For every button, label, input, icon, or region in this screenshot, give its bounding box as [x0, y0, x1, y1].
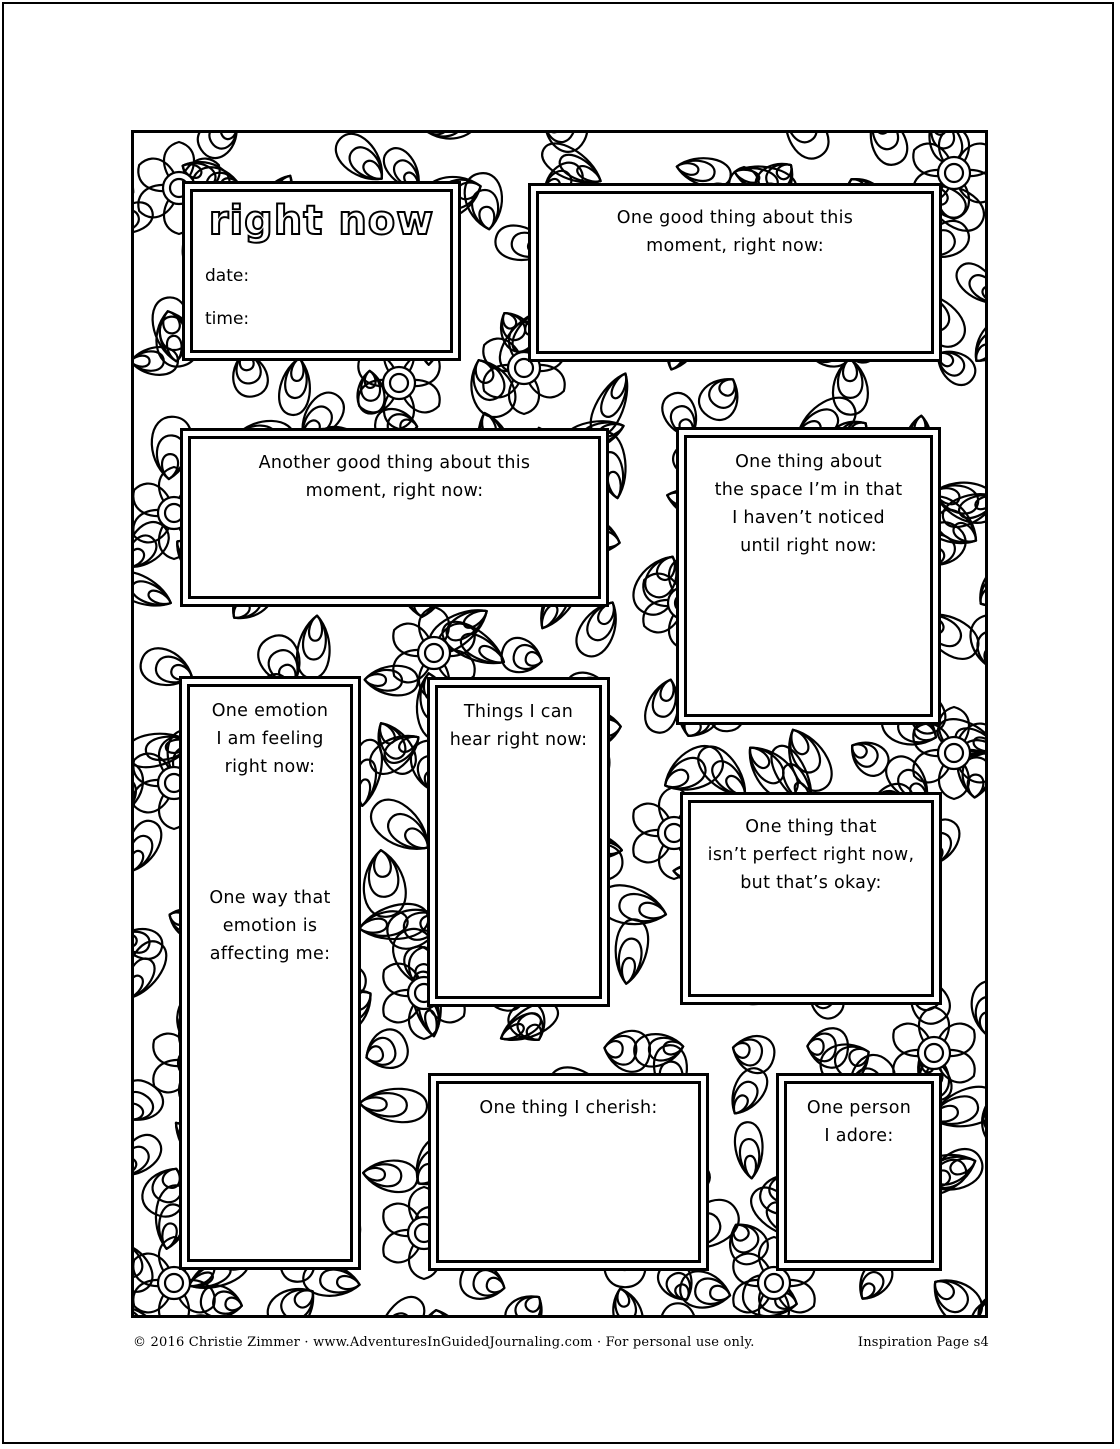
another-good-thing-prompt: Another good thing about this moment, right now: [258, 453, 531, 501]
another-good-thing-box[interactable] [180, 428, 609, 607]
hear-box[interactable] [427, 677, 610, 1007]
space-thing-box[interactable] [676, 427, 941, 725]
emotion-prompt: One emotion I am feeling right now: [211, 701, 329, 777]
good-thing-prompt: One good thing about this moment, right now: [616, 208, 854, 256]
good-thing-box[interactable] [528, 183, 942, 362]
emotion-box[interactable] [179, 676, 361, 1270]
space-thing-prompt: One thing about the space I’m in that I haven’t noticed until right now: [714, 452, 903, 556]
not-perfect-prompt: One thing that isn’t perfect right now, but that’s okay: [707, 817, 915, 893]
title-box [182, 181, 461, 361]
copyright-footer: © 2016 Christie Zimmer · www.AdventuresInGuidedJournaling.com · For personal use only. [133, 1335, 755, 1350]
page-title: right now [208, 198, 435, 244]
date-label: date: [205, 266, 250, 286]
cherish-prompt: One thing I cherish: [479, 1098, 658, 1118]
emotion-effect-prompt: One way that emotion is affecting me: [209, 888, 331, 964]
time-label: time: [205, 309, 250, 329]
not-perfect-box[interactable] [680, 792, 942, 1005]
hear-prompt: Things I can hear right now: [449, 702, 588, 750]
cherish-box[interactable] [428, 1073, 709, 1271]
page-number-label: Inspiration Page s4 [857, 1335, 989, 1350]
person-box[interactable] [776, 1073, 942, 1271]
person-prompt: One person I adore: [806, 1098, 912, 1146]
